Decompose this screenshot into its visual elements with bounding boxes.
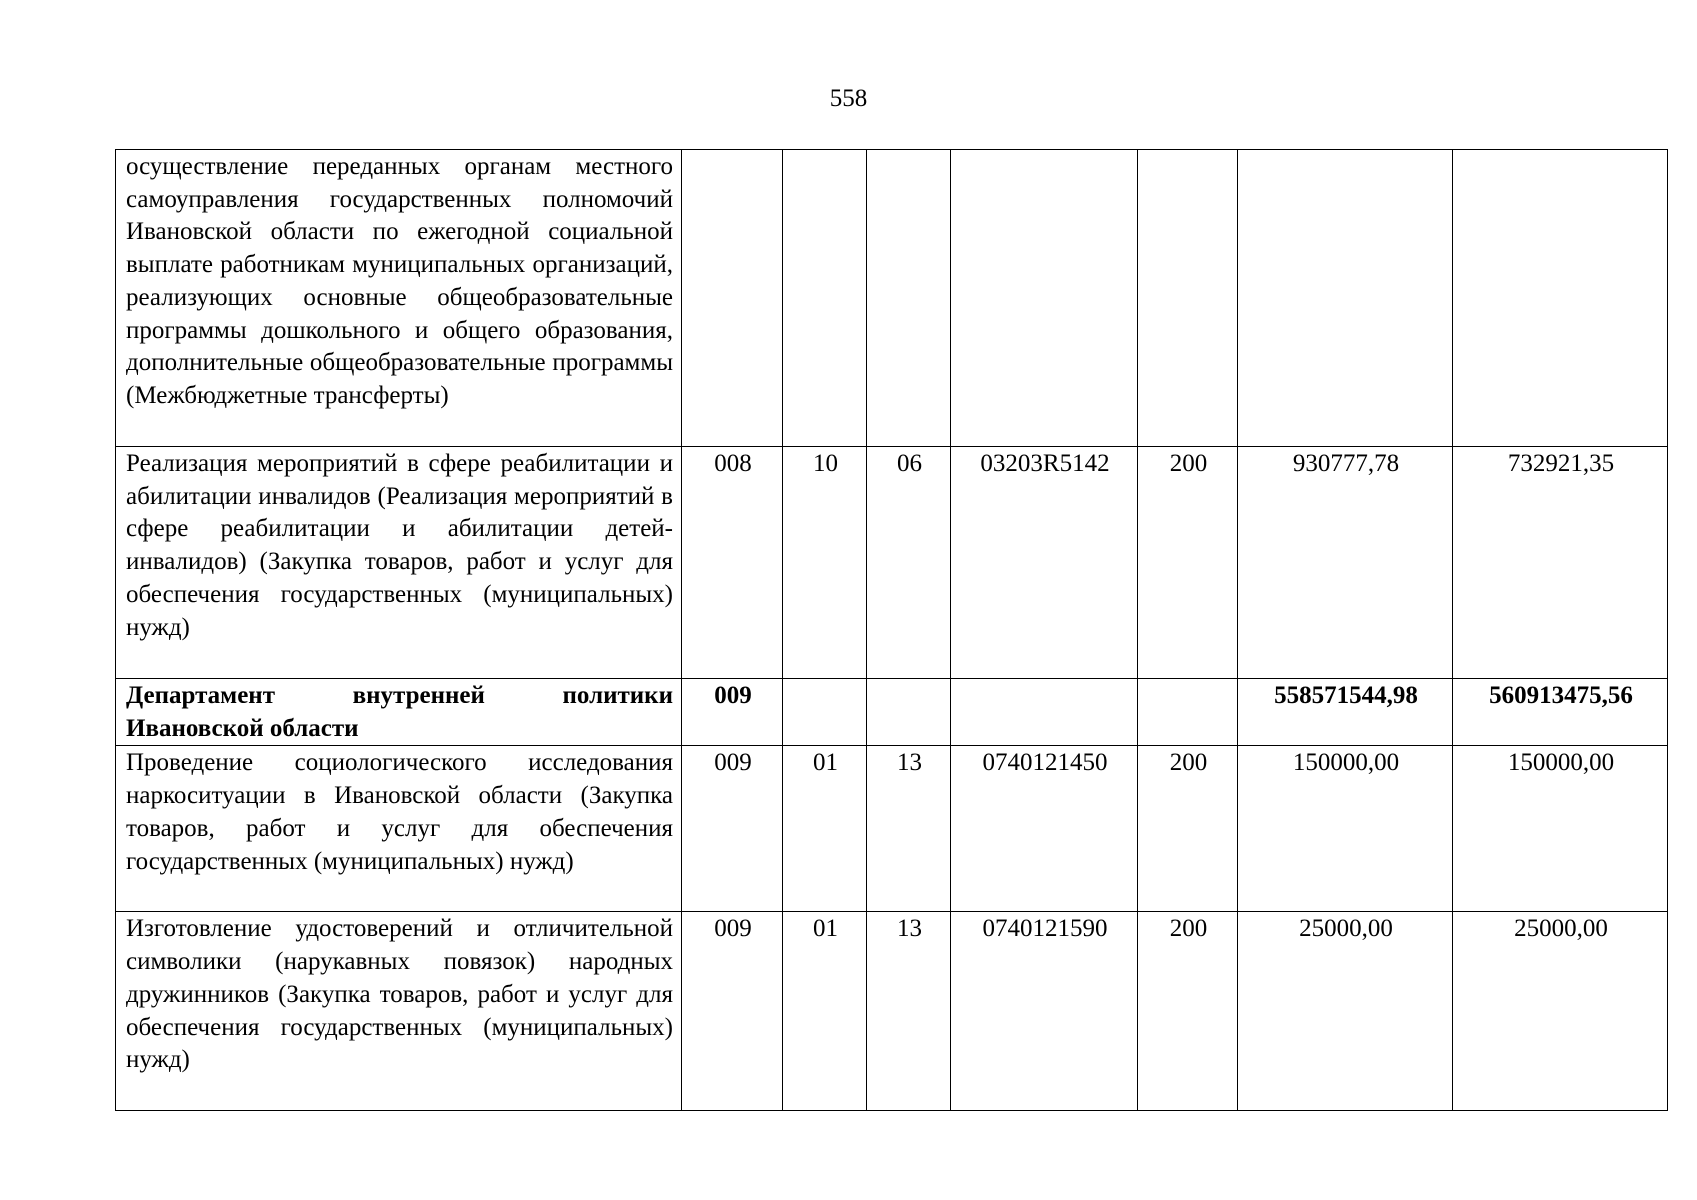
- target-item-code-cell: [951, 150, 1138, 447]
- amount-year-1-cell: 150000,00: [1238, 746, 1453, 912]
- expense-type-code-cell: 200: [1138, 912, 1238, 1111]
- expense-type-code-cell: [1138, 150, 1238, 447]
- row-description: Изготовление удостоверений и отличительной символики (нарукавных повязок) народных дружинников (Закупка товаров, работ и услуг для обеспечения государственных (муниципальных) нужд): [116, 912, 682, 1111]
- target-item-code-cell: [951, 679, 1138, 746]
- amount-year-2-cell: 560913475,56: [1453, 679, 1668, 746]
- subsection-code-cell: 13: [867, 912, 951, 1111]
- section-code-cell: 01: [783, 912, 867, 1111]
- admin-code-cell: 009: [682, 679, 783, 746]
- expense-type-code-cell: 200: [1138, 447, 1238, 679]
- table-row: [116, 150, 1668, 447]
- amount-year-2-cell: 732921,35: [1453, 447, 1668, 679]
- subsection-code-cell: [867, 150, 951, 447]
- section-code-cell: 01: [783, 746, 867, 912]
- amount-year-2-cell: 25000,00: [1453, 912, 1668, 1111]
- admin-code-cell: 009: [682, 912, 783, 1111]
- amount-year-1-cell: 25000,00: [1238, 912, 1453, 1111]
- table-row: [116, 912, 1668, 1111]
- admin-code-cell: 009: [682, 746, 783, 912]
- section-code-cell: [783, 150, 867, 447]
- amount-year-1-cell: 930777,78: [1238, 447, 1453, 679]
- section-code-cell: [783, 679, 867, 746]
- table-row: [116, 679, 1668, 746]
- subsection-code-cell: 06: [867, 447, 951, 679]
- amount-year-2-cell: 150000,00: [1453, 746, 1668, 912]
- admin-code-cell: 008: [682, 447, 783, 679]
- amount-year-2-cell: [1453, 150, 1668, 447]
- budget-table: [115, 149, 1668, 1111]
- target-item-code-cell: 03203R5142: [951, 447, 1138, 679]
- target-item-code-cell: 0740121590: [951, 912, 1138, 1111]
- row-description: Реализация мероприятий в сфере реабилитации и абилитации инвалидов (Реализация мероприятий в сфере реабилитации и абилитации детей-инвалидов) (Закупка товаров, работ и услуг для обеспечения государственных (муниципальных) нужд): [116, 447, 682, 679]
- amount-year-1-cell: [1238, 150, 1453, 447]
- table-row: [116, 746, 1668, 912]
- table-row: [116, 447, 1668, 679]
- expense-type-code-cell: [1138, 679, 1238, 746]
- row-description: осуществление переданных органам местного самоуправления государственных полномочий Ивановской области по ежегодной социальной выплате работникам муниципальных организаций, реализующих основные общеобразовательные программы дошкольного и общего образования, дополнительные общеобразовательные программы (Межбюджетные трансферты): [116, 150, 682, 447]
- subsection-code-cell: [867, 679, 951, 746]
- page-number: 558: [829, 85, 868, 112]
- target-item-code-cell: 0740121450: [951, 746, 1138, 912]
- admin-code-cell: [682, 150, 783, 447]
- expense-type-code-cell: 200: [1138, 746, 1238, 912]
- amount-year-1-cell: 558571544,98: [1238, 679, 1453, 746]
- row-description: Департамент внутренней политики Ивановской области: [116, 679, 682, 746]
- subsection-code-cell: 13: [867, 746, 951, 912]
- section-code-cell: 10: [783, 447, 867, 679]
- row-description: Проведение социологического исследования наркоситуации в Ивановской области (Закупка товаров, работ и услуг для обеспечения государственных (муниципальных) нужд): [116, 746, 682, 912]
